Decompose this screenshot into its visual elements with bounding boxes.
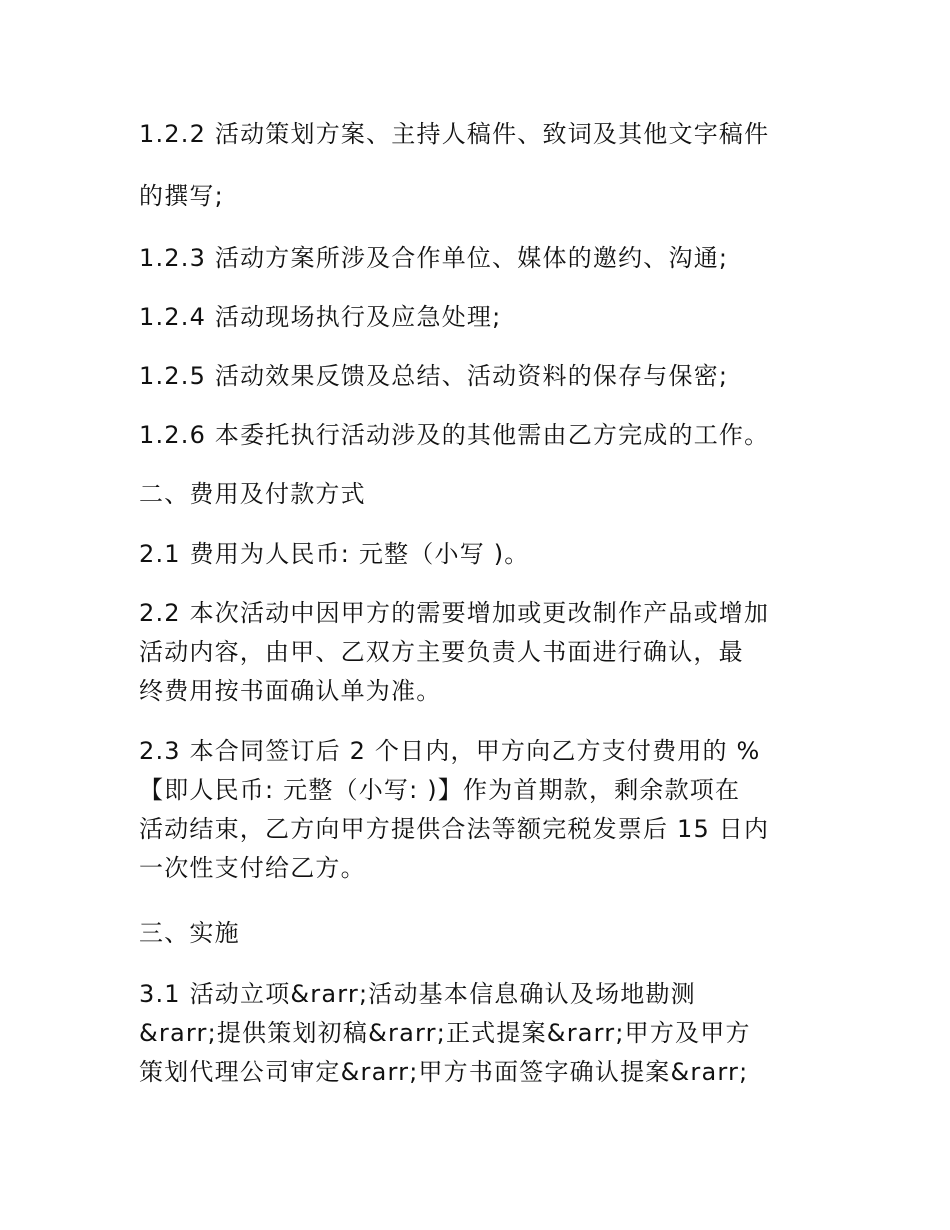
text-line-2-1: 2.1 费用为人民币: 元整（小写 )。: [139, 540, 530, 568]
text-line-1-2-2-a: 1.2.2 活动策划方案、主持人稿件、致词及其他文字稿件: [139, 120, 770, 148]
text-line-1-2-6: 1.2.6 本委托执行活动涉及的其他需由乙方完成的工作。: [139, 421, 770, 449]
text-line-2-2-c: 终费用按书面确认单为准。: [139, 677, 442, 705]
text-line-1-2-2-b: 的撰写;: [139, 182, 224, 210]
section-heading-implementation: 三、实施: [139, 919, 240, 947]
text-line-2-3-c: 活动结束，乙方向甲方提供合法等额完税发票后 15 日内: [139, 815, 770, 843]
text-line-2-2-a: 2.2 本次活动中因甲方的需要增加或更改制作产品或增加: [139, 599, 770, 627]
text-line-2-3-b: 【即人民币: 元整（小写: )】作为首期款，剩余款项在: [139, 776, 741, 804]
text-line-1-2-5: 1.2.5 活动效果反馈及总结、活动资料的保存与保密;: [139, 362, 729, 390]
text-line-1-2-4: 1.2.4 活动现场执行及应急处理;: [139, 303, 502, 331]
section-heading-fees: 二、费用及付款方式: [139, 480, 366, 508]
text-line-2-3-a: 2.3 本合同签订后 2 个日内，甲方向乙方支付费用的 %: [139, 737, 761, 765]
text-line-1-2-3: 1.2.3 活动方案所涉及合作单位、媒体的邀约、沟通;: [139, 244, 729, 272]
text-line-3-1-a: 3.1 活动立项&rarr;活动基本信息确认及场地勘测: [139, 980, 696, 1008]
text-line-2-3-d: 一次性支付给乙方。: [139, 854, 366, 882]
text-line-2-2-b: 活动内容，由甲、乙双方主要负责人书面进行确认，最: [139, 638, 744, 666]
text-line-3-1-c: 策划代理公司审定&rarr;甲方书面签字确认提案&rarr;: [139, 1058, 749, 1086]
text-line-3-1-b: &rarr;提供策划初稿&rarr;正式提案&rarr;甲方及甲方: [139, 1019, 751, 1047]
